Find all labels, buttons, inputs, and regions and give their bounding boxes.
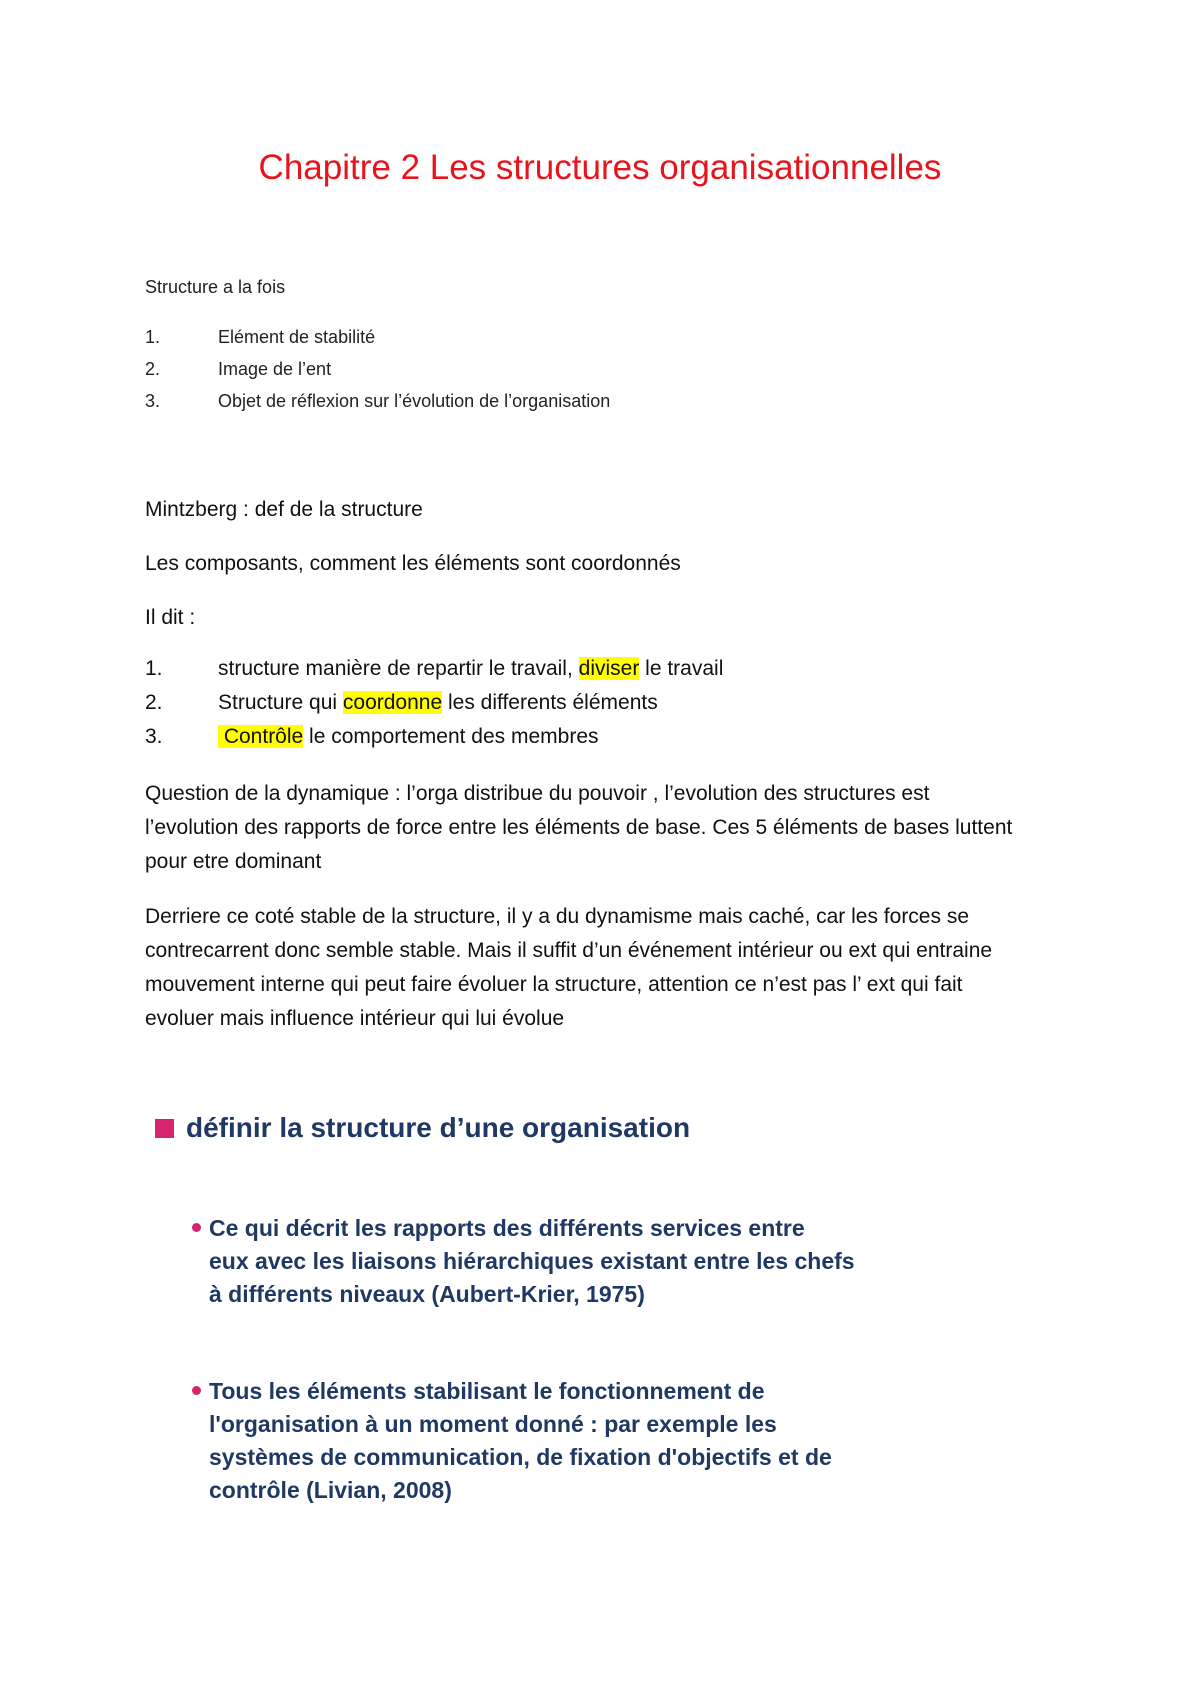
section-heading: définir la structure d’une organisation xyxy=(155,1112,690,1144)
list-item: 3. Contrôle le comportement des membres xyxy=(145,725,599,748)
bullet-dot-icon xyxy=(192,1223,201,1232)
intro-text: Structure a la fois xyxy=(145,277,286,297)
page-title: Chapitre 2 Les structures organisationnelles xyxy=(258,148,942,187)
numbered-list-2 xyxy=(145,656,723,758)
list-item: 1. structure manière de repartir le travail, diviser le travail xyxy=(145,657,724,680)
composants-line: Les composants, comment les éléments sont coordonnés xyxy=(145,552,681,575)
mintzberg-line: Mintzberg : def de la structure xyxy=(145,498,423,521)
list-item: 2. Structure qui coordonne les differents éléments xyxy=(145,691,658,714)
bullet-item-1: Ce qui décrit les rapports des différents services entre eux avec les liaisons hiérarchiques existant entre les chefs à différents niveaux (Aubert-Krier, 1975) xyxy=(192,1212,855,1311)
il-dit-line: Il dit : xyxy=(145,606,196,629)
bullet-dot-icon xyxy=(192,1386,201,1395)
numbered-list-1 xyxy=(145,326,610,422)
paragraph-derriere: Derriere ce coté stable de la structure, il y a du dynamisme mais caché, car les forces se contrecarrent donc semble stable. Mais il suffit d’un événement intérieur ou ext qui entraine mouvement interne qui peut faire évoluer la structure, attention ce n’est pas l’ ext qui fait evoluer mais influence intérieur qui lui évolue xyxy=(145,905,993,1030)
list-item: 1. Elément de stabilité xyxy=(145,327,376,347)
highlighted-word: coordonne xyxy=(342,691,443,714)
list-item: 2. Image de l’ent xyxy=(145,359,332,379)
highlighted-word: Contrôle xyxy=(218,725,304,748)
bullet-item-2: Tous les éléments stabilisant le fonctionnement de l'organisation à un moment donné : par exemple les systèmes de communication, de fixation d'objectifs et de contrôle (Livian, 2008) xyxy=(192,1375,832,1507)
paragraph-dynamique: Question de la dynamique : l’orga distribue du pouvoir , l’evolution des structures est l’evolution des rapports de force entre les éléments de base. Ces 5 éléments de bases luttent pour etre dominant xyxy=(145,782,1013,873)
square-bullet-icon xyxy=(155,1119,174,1138)
list-item: 3. Objet de réflexion sur l’évolution de l’organisation xyxy=(145,391,611,411)
highlighted-word: diviser xyxy=(578,657,640,680)
